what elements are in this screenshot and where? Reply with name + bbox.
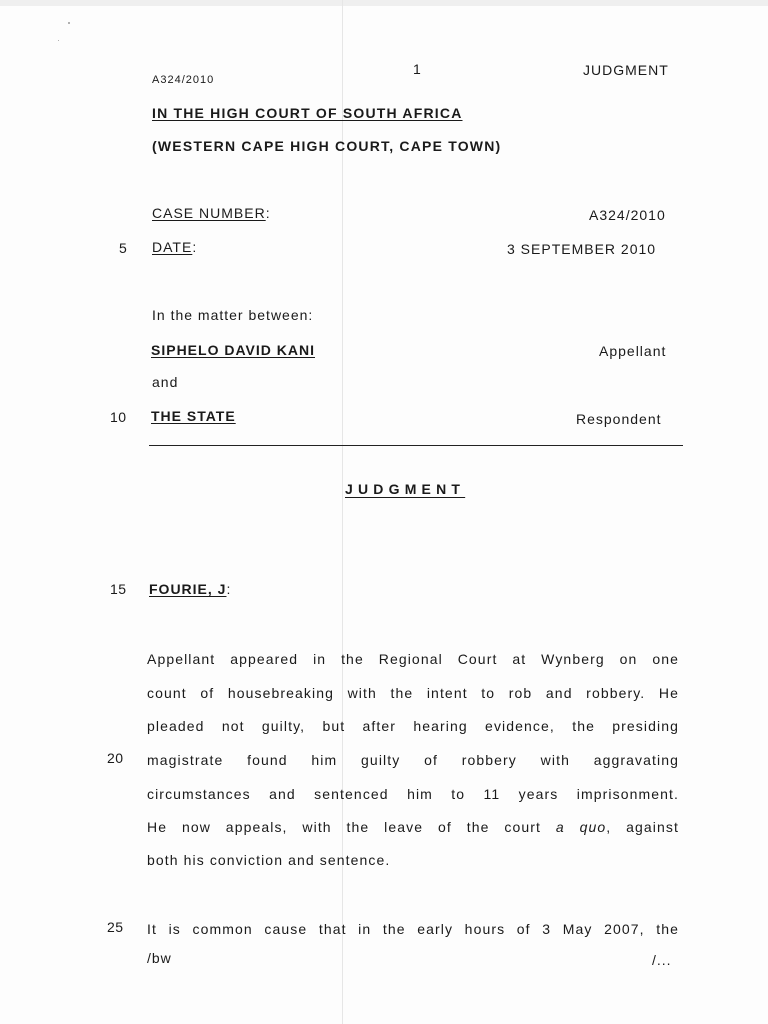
page-number: 1 [413,61,422,77]
scan-edge [0,0,768,6]
body-line: Appellant appeared in the Regional Court at Wynberg on one [147,651,679,667]
divider-rule [149,445,683,446]
body-line: It is common cause that in the early hours of 3 May 2007, the [147,921,679,937]
date-label-row: DATE: [152,239,198,255]
case-number-label: CASE NUMBER [152,205,266,221]
body-line: magistrate found him guilty of robbery with aggravating [147,752,679,768]
footer-initials: /bw [147,950,172,966]
header-doc-type: JUDGMENT [583,62,669,78]
body-italic-text: a quo [555,819,607,835]
parties-intro: In the matter between: [152,307,314,323]
judge-name: FOURIE, J [149,581,227,597]
scan-speck [58,40,59,41]
body-line [147,819,679,835]
case-number-value: A324/2010 [589,207,666,223]
judge-row: FOURIE, J: [149,581,232,597]
body-line: circumstances and sentenced him to 11 years imprisonment. [147,786,679,802]
case-number-label-row: CASE NUMBER: [152,205,271,221]
body-text: , against [606,819,679,835]
appellant-role: Appellant [599,343,667,359]
header-case-ref: A324/2010 [152,74,215,86]
respondent-name: THE STATE [151,408,236,424]
body-line: pleaded not guilty, but after hearing evidence, the presiding [147,718,679,734]
body-text: He now appeals, with the leave of the court [147,819,556,835]
date-value: 3 SEPTEMBER 2010 [507,241,657,257]
line-number-15: 15 [110,581,127,597]
respondent-role: Respondent [576,411,662,427]
date-label: DATE [152,239,193,255]
scan-speck [68,22,70,24]
footer-continuation: /... [652,952,672,968]
judgment-title: JUDGMENT [345,481,466,497]
parties-and: and [152,374,179,390]
court-division: (WESTERN CAPE HIGH COURT, CAPE TOWN) [152,138,502,154]
appellant-name: SIPHELO DAVID KANI [151,342,315,358]
line-number-20: 20 [107,750,124,766]
body-line: count of housebreaking with the intent to rob and robbery. He [147,685,679,701]
line-number-5: 5 [119,240,128,256]
court-name: IN THE HIGH COURT OF SOUTH AFRICA [152,105,463,121]
line-number-10: 10 [110,409,127,425]
line-number-25: 25 [107,919,124,935]
body-line: both his conviction and sentence. [147,852,391,868]
